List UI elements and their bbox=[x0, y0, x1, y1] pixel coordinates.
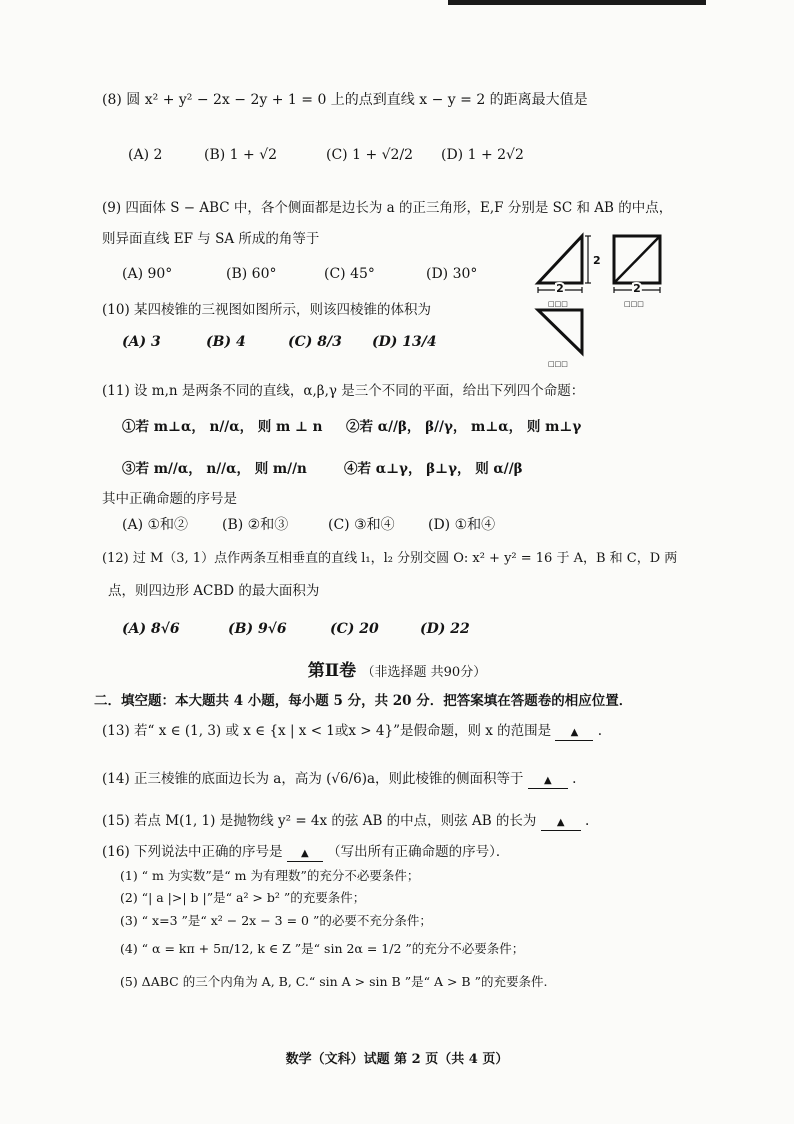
front-view bbox=[538, 236, 601, 308]
q11-prop-4: ④若 α⊥γ， β⊥γ， 则 α//β bbox=[344, 461, 523, 477]
q8-stem: (8) 圆 x² + y² − 2x − 2y + 1 = 0 上的点到直线 x − y = 2 的距离最大值是 bbox=[102, 92, 588, 108]
q15 bbox=[102, 812, 589, 831]
part2-title: 第Ⅱ卷 bbox=[307, 661, 357, 681]
q13-text: (13) 若“ x ∈ (1, 3) 或 x ∈ {x | x < 1或x > 4}”是假命题，则 x 的范围是 bbox=[102, 723, 552, 739]
q16 bbox=[102, 843, 509, 862]
q12-stem: (12) 过 M（3, 1）点作两条互相垂直的直线 l₁，l₂ 分别交圆 O: x² + y² = 16 于 A，B 和 C，D 两 bbox=[102, 551, 678, 566]
q12-option-a: (A) 8√6 bbox=[122, 621, 180, 637]
q8-option-b: (B) 1 + √2 bbox=[204, 147, 278, 163]
q9-option-c: (C) 45° bbox=[324, 266, 375, 282]
q16-item-1: (1) “ m 为实数”是“ m 为有理数”的充分不必要条件； bbox=[120, 868, 420, 883]
q9-stem: (9) 四面体 S − ABC 中，各个侧面都是边长为 a 的正三角形，E,F 分别是 SC 和 AB 的中点， bbox=[102, 200, 673, 216]
q12-stem-cont: 点，则四边形 ACBD 的最大面积为 bbox=[108, 583, 320, 599]
q11-prop-3: ③若 m//α， n//α， 则 m//n bbox=[122, 461, 307, 477]
q13 bbox=[102, 722, 602, 741]
q8-option-d: (D) 1 + 2√2 bbox=[441, 147, 524, 163]
q15-text: (15) 若点 M(1, 1) 是抛物线 y² = 4x 的弦 AB 的中点，则弦 AB 的长为 bbox=[102, 813, 537, 829]
page-footer: 数学（文科）试题 第 2 页（共 4 页） bbox=[285, 1052, 509, 1067]
front-view-width-label: 2 bbox=[556, 282, 564, 295]
q11-option-a: (A) ①和② bbox=[122, 517, 189, 533]
three-view-figure bbox=[530, 228, 680, 368]
q11-ask: 其中正确命题的序号是 bbox=[102, 491, 237, 507]
scan-edge-bar bbox=[448, 0, 706, 5]
side-view-width-label: 2 bbox=[633, 282, 641, 295]
side-view-caption: □□□ bbox=[624, 300, 644, 308]
q8-option-a: (A) 2 bbox=[128, 147, 163, 163]
q9-option-a: (A) 90° bbox=[122, 266, 173, 282]
q12-option-b: (B) 9√6 bbox=[228, 621, 287, 637]
q16-item-4: (4) “ α = kπ + 5π/12, k ∈ Z ”是“ sin 2α = 1/2 ”的充分不必要条件； bbox=[120, 941, 525, 956]
q14 bbox=[102, 770, 576, 789]
front-view-caption: □□□ bbox=[548, 300, 568, 308]
q11-option-d: (D) ①和④ bbox=[428, 517, 496, 533]
front-view-height-label: 2 bbox=[593, 254, 601, 267]
q9-stem-cont: 则异面直线 EF 与 SA 所成的角等于 bbox=[102, 231, 320, 247]
q16-item-5: (5) ΔABC 的三个内角为 A, B, C.“ sin A > sin B ”是“ A > B ”的充要条件. bbox=[120, 974, 548, 989]
part2-instruction: 二．填空题：本大题共 4 小题，每小题 5 分，共 20 分．把答案填在答题卷的相应位置． bbox=[94, 693, 633, 709]
q11-option-b: (B) ②和③ bbox=[222, 517, 289, 533]
q12-option-d: (D) 22 bbox=[420, 621, 470, 637]
q10-option-b: (B) 4 bbox=[206, 334, 246, 350]
part2-heading bbox=[0, 660, 794, 684]
side-view bbox=[614, 236, 660, 308]
q15-answer-blank: ▲ bbox=[556, 817, 565, 828]
q8-option-c: (C) 1 + √2/2 bbox=[326, 147, 414, 163]
q10-option-a: (A) 3 bbox=[122, 334, 161, 350]
top-view bbox=[538, 310, 582, 368]
q12-option-c: (C) 20 bbox=[330, 621, 379, 637]
q16-item-3: (3) “ x=3 ”是“ x² − 2x − 3 = 0 ”的必要不充分条件； bbox=[120, 913, 432, 928]
q10-option-c: (C) 8/3 bbox=[288, 334, 342, 350]
q13-answer-blank: ▲ bbox=[570, 727, 579, 738]
q9-option-b: (B) 60° bbox=[226, 266, 277, 282]
q11-stem: (11) 设 m,n 是两条不同的直线，α,β,γ 是三个不同的平面，给出下列四个命题： bbox=[102, 383, 585, 399]
q16-text: (16) 下列说法中正确的序号是 bbox=[102, 844, 283, 860]
q11-option-c: (C) ③和④ bbox=[328, 517, 395, 533]
q11-prop-1: ①若 m⊥α， n//α， 则 m ⊥ n bbox=[122, 419, 323, 435]
q13-end: . bbox=[597, 723, 603, 739]
q16-end: （写出所有正确命题的序号）． bbox=[327, 844, 510, 860]
q11-prop-2: ②若 α//β， β//γ， m⊥α， 则 m⊥γ bbox=[346, 419, 582, 435]
top-view-caption: □□□ bbox=[548, 360, 568, 368]
q15-end: . bbox=[585, 813, 590, 829]
q14-answer-blank: ▲ bbox=[543, 775, 552, 786]
q9-option-d: (D) 30° bbox=[426, 266, 478, 282]
q16-answer-blank: ▲ bbox=[300, 848, 309, 859]
q14-text: (14) 正三棱锥的底面边长为 a，高为 (√6/6)a，则此棱锥的侧面积等于 bbox=[102, 771, 524, 787]
q16-item-2: (2) “| a |>| b |”是“ a² > b² ”的充要条件； bbox=[120, 890, 366, 905]
q14-end: . bbox=[572, 771, 577, 787]
q10-stem: (10) 某四棱锥的三视图如图所示，则该四棱锥的体积为 bbox=[102, 302, 432, 318]
part2-subtitle: （非选择题 共90分） bbox=[361, 665, 487, 680]
q10-option-d: (D) 13/4 bbox=[372, 334, 437, 350]
